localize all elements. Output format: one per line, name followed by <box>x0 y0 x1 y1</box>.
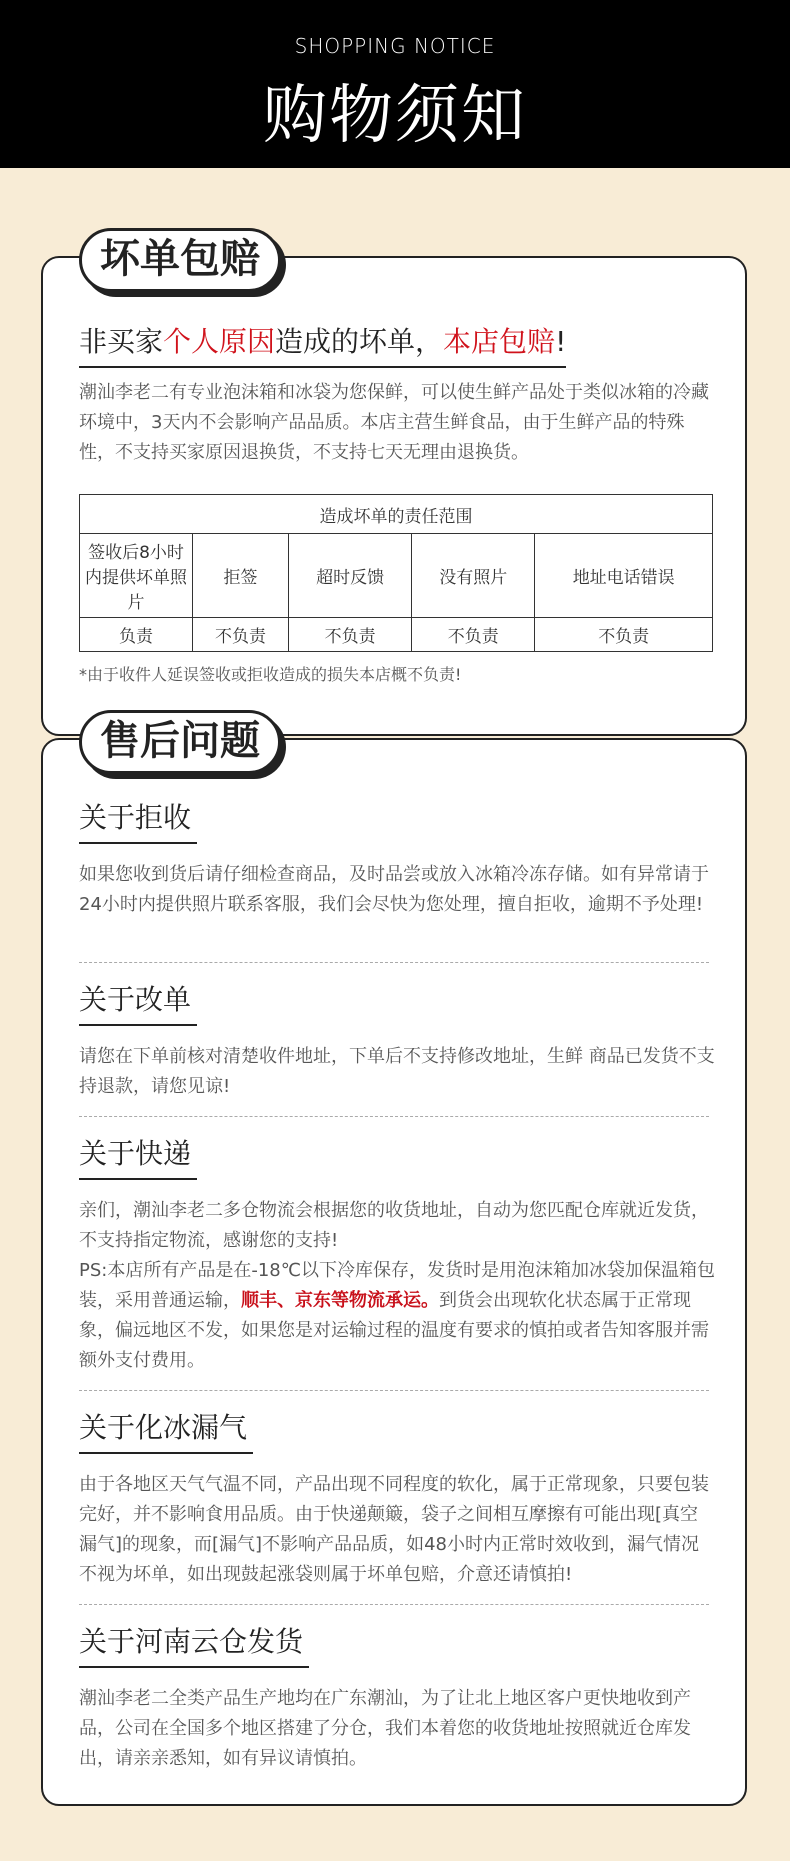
headline-part: 非买家 <box>79 325 164 358</box>
table-value-cell: 不负责 <box>535 618 713 652</box>
table-value-cell: 不负责 <box>193 618 289 652</box>
headline-highlight: 本店包赔 <box>443 325 556 358</box>
section-text-express <box>79 1196 715 1376</box>
table-value-cell: 负责 <box>80 618 193 652</box>
express-text-b-part: PS:本店所有产品是在-18℃以下冷库保存，发货时是用泡沫箱加冰袋加保温箱包装，采用普通运输， <box>79 1260 715 1311</box>
table-header-cell: 没有照片 <box>412 534 535 618</box>
headline-part: 造成的坏单， <box>275 325 444 358</box>
headline-highlight: 个人原因 <box>163 325 276 358</box>
express-text-b <box>79 1256 715 1376</box>
bad-order-tab: 坏单包赔 <box>79 228 281 292</box>
section-text-henan: 潮汕李老二全类产品生产地均在广东潮汕，为了让北上地区客户更快地收到产品，公司在全国多个地区搭建了分仓，我们本着您的收货地址按照就近仓库发出，请亲亲悉知，如有异议请慎拍。 <box>79 1688 691 1769</box>
table-value-cell: 不负责 <box>289 618 412 652</box>
section-title-henan: 关于河南云仓发货 <box>79 1620 309 1668</box>
express-text-a: 亲们，潮汕李老二多仓物流会根据您的收货地址，自动为您匹配仓库就近发货，不支持指定物流，感谢您的支持! <box>79 1200 709 1251</box>
section-text-reject: 如果您收到货后请仔细检查商品，及时品尝或放入冰箱冷冻存储。如有异常请于24小时内提供照片联系客服，我们会尽快为您处理，擅自拒收，逾期不予处理! <box>79 864 709 915</box>
table-header-cell: 拒签 <box>193 534 289 618</box>
after-sales-card <box>41 718 747 1806</box>
dashed-divider <box>79 962 709 963</box>
dashed-divider <box>79 1116 709 1117</box>
dashed-divider <box>79 1390 709 1391</box>
after-sales-tab: 售后问题 <box>79 710 281 774</box>
express-text-c: 到货会出现软化状态属于正常现象，偏远地区不发，如果您是对运输过程的温度有要求的慎拍或者告知客服并需额外支付费用。 <box>79 1290 709 1371</box>
table-header-cell: 地址电话错误 <box>535 534 713 618</box>
bad-order-paragraph: 潮汕李老二有专业泡沫箱和冰袋为您保鲜，可以使生鲜产品处于类似冰箱的冷藏环境中，3天内不会影响产品品质。本店主营生鲜食品，由于生鲜产品的特殊性，不支持买家原因退换货，不支持七天无理由退换货。 <box>79 382 709 463</box>
headline-part: ! <box>555 325 567 358</box>
header-chinese-title: 购物须知 <box>263 79 527 153</box>
dashed-divider <box>79 1604 709 1605</box>
header-english-title: SHOPPING NOTICE <box>294 34 496 58</box>
disclaimer-note: *由于收件人延误签收或拒收造成的损失本店概不负责! <box>79 665 462 684</box>
bad-order-card <box>41 236 747 736</box>
express-highlight: 顺丰、京东等物流承运。 <box>241 1290 439 1311</box>
page-header <box>0 0 790 168</box>
bad-order-headline <box>79 320 566 368</box>
table-value-cell: 不负责 <box>412 618 535 652</box>
table-header-cell: 超时反馈 <box>289 534 412 618</box>
section-title-change: 关于改单 <box>79 978 197 1026</box>
section-text-change: 请您在下单前核对清楚收件地址，下单后不支持修改地址，生鲜 商品已发货不支持退款，请您见谅! <box>79 1046 715 1097</box>
section-title-reject: 关于拒收 <box>79 796 197 844</box>
section-title-melt: 关于化冰漏气 <box>79 1406 253 1454</box>
table-caption: 造成坏单的责任范围 <box>80 495 713 534</box>
section-text-melt: 由于各地区天气气温不同，产品出现不同程度的软化，属于正常现象，只要包装完好，并不影响食用品质。由于快递颠簸，袋子之间相互摩擦有可能出现[真空漏气]的现象，而[漏气]不影响产品品质，如48小时内正常时效收到，漏气情况不视为坏单，如出现鼓起涨袋则属于坏单包赔，介意还请慎拍! <box>79 1474 709 1585</box>
table-header-cell: 签收后8小时内提供坏单照片 <box>80 534 193 618</box>
responsibility-table <box>79 494 713 652</box>
section-title-express: 关于快递 <box>79 1132 197 1180</box>
